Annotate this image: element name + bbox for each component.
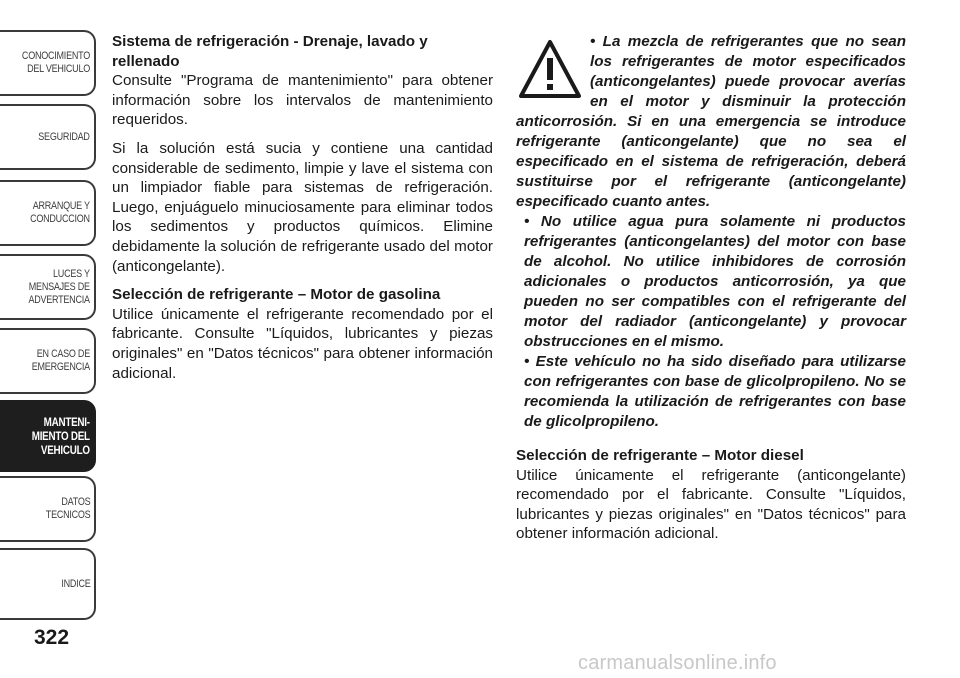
tab-seguridad[interactable] [0,104,96,170]
tab-label: EN CASO DE EMERGENCIA [31,348,90,373]
tab-indice[interactable] [0,548,96,620]
tab-mantenimiento-del-vehiculo[interactable] [0,400,96,472]
tab-label: CONOCIMIENTO DEL VEHICULO [21,50,90,75]
body-paragraph: Si la solución está sucia y contiene una cantidad considerable de sedimento, limpie y lave el sistema con un limpiador fiable para sistemas de refrigeración. Luego, enjuáguelo minuciosamente para eliminar todos los sedimentos y productos químicos. Elimine debidamente la solución de refrigerante usado del motor (anticongelante). [112,139,493,275]
body-paragraph: Utilice únicamente el refrigerante recomendado por el fabricante. Consulte "Líquidos, lubricantes y piezas originales" en "Datos técnicos" para obtener información adicional. [112,305,493,382]
body-paragraph: Consulte "Programa de mantenimiento" para obtener información sobre los intervalos de mantenimiento requeridos. [112,72,493,129]
section-heading: Selección de refrigerante – Motor diesel [516,447,804,464]
page-number: 322 [34,626,70,649]
chapter-tabs [0,0,100,678]
tab-conocimiento-del-vehiculo[interactable] [0,30,96,96]
tab-label: LUCES Y MENSAJES DE ADVERTENCIA [28,267,90,306]
section-heading: Sistema de refrigeración - Drenaje, lavado y rellenado [112,33,428,70]
tab-luces-y-mensajes[interactable] [0,254,96,320]
warning-item: • Este vehículo no ha sido diseñado para utilizarse con refrigerantes con base de glicolpropileno. No se recomienda la utilización de refrigerantes con base de glicolpropileno. [524,353,906,430]
tab-label: SEGURIDAD [38,130,90,143]
tab-en-caso-de-emergencia[interactable] [0,328,96,394]
tab-arranque-y-conduccion[interactable] [0,180,96,246]
tab-label: ARRANQUE Y CONDUCCION [30,200,90,225]
tab-label: DATOS TECNICOS [45,496,90,521]
tab-label: MANTENI- MIENTO DEL VEHICULO [31,415,90,457]
body-paragraph: Utilice únicamente el refrigerante (anticongelante) recomendado por el fabricante. Consulte "Líquidos, lubricantes y piezas originales" en "Datos técnicos" para obtener información adicional. [516,466,906,543]
right-column [516,32,906,544]
tab-label: INDICE [60,577,90,590]
section-heading: Selección de refrigerante – Motor de gasolina [112,286,441,304]
warning-box [516,32,906,432]
warning-item: • La mezcla de refrigerantes que no sean los refrigerantes de motor especificados (anticongelantes) puede provocar averías en el motor y disminuir la protección anticorrosión. Si en una emergencia se introduce refrigerante (anticongelante) que no sea el especificado en el sistema de refrigeración, deberá sustituirse por el refrigerante (anticongelante) especificado cuanto antes. [516,33,906,210]
watermark: carmanualsonline.info [578,652,777,674]
tab-datos-tecnicos[interactable] [0,476,96,542]
warning-triangle-icon [518,38,582,100]
warning-item: • No utilice agua pura solamente ni productos refrigerantes (anticongelantes) del motor con base de alcohol. No utilice inhibidores de corrosión adicionales o productos anticorrosión, ya que pueden no ser compatibles con el refrigerante del motor del radiador (anticongelante) y provocar obstrucciones en el mismo. [524,213,906,350]
left-column [112,32,493,383]
